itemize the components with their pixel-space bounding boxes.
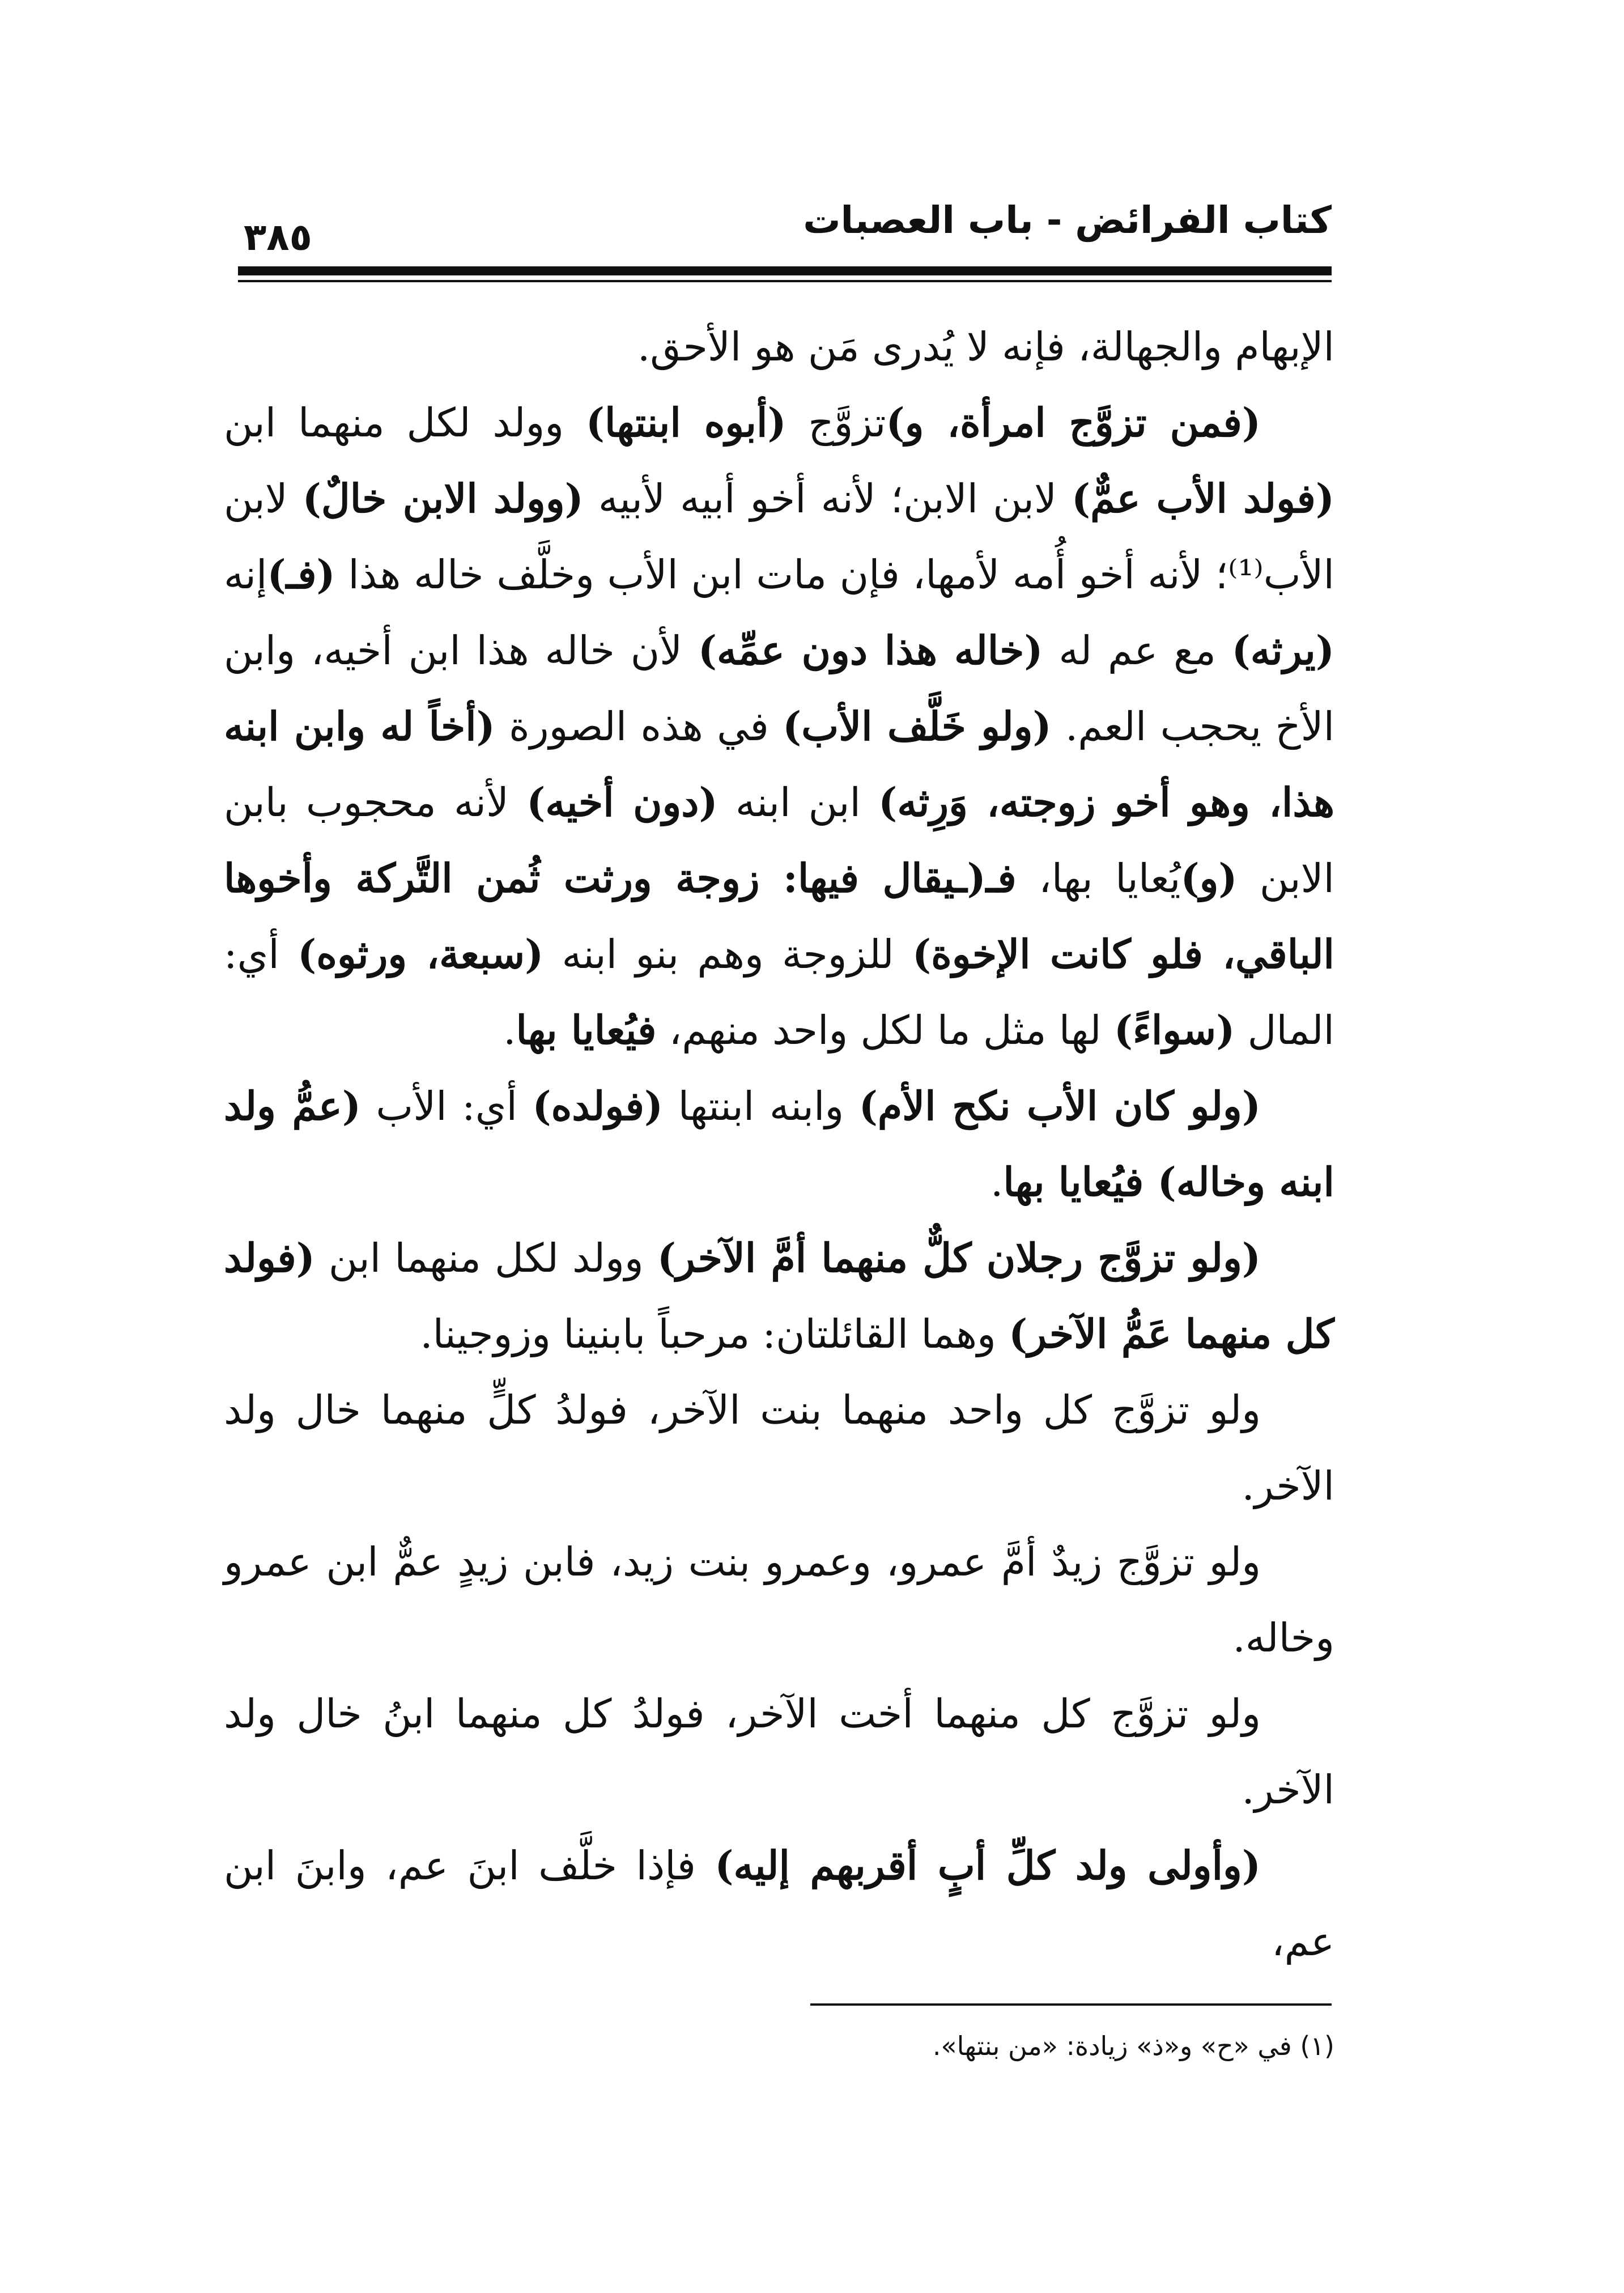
matn-text: (فولده)	[532, 1082, 664, 1129]
paragraph	[224, 1676, 1334, 1828]
commentary-text: تزوَّج	[786, 400, 886, 446]
commentary-text: ولو تزوَّج كل واحد منهما بنت الآخر، فولدُ كلٍّ منهما خال ولد الآخر.	[224, 1387, 1334, 1509]
commentary-text: لابن الابن؛ لأنه أخو أبيه لأبيه	[583, 475, 1072, 522]
matn-text: (دون أخيه)	[526, 779, 718, 826]
paragraph	[224, 1828, 1334, 1980]
paragraph	[224, 1524, 1334, 1676]
commentary-text: مع عم له	[1043, 627, 1232, 674]
commentary-text: وولد لكل منهما ابن	[314, 1235, 657, 1281]
matn-text: (ولو تزوَّج رجلان كلٌّ منهما أمَّ الآخر)	[657, 1234, 1261, 1281]
paragraph	[224, 1372, 1334, 1524]
matn-text: (سبعة، ورثوه)	[297, 931, 544, 978]
commentary-text: الإبهام والجهالة، فإنه لا يُدرى مَن هو الأحق.	[637, 324, 1334, 370]
matn-text: (يرثه)	[1231, 627, 1335, 674]
matn-text: (ولو خَلَّف الأب)	[783, 703, 1052, 750]
commentary-text: أي: الأب	[360, 1083, 533, 1129]
paragraph	[224, 385, 1334, 1068]
commentary-text: لأن خاله هذا ابن أخيه، وابن الأخ يحجب العم.	[224, 627, 1335, 750]
matn-text: (سواءً)	[1113, 1007, 1235, 1054]
commentary-text: وابنه ابنتها	[663, 1083, 859, 1129]
matn-text: (فمن تزوَّج امرأة، و)	[886, 399, 1261, 446]
running-title: كتاب الفرائض - باب العصبات	[803, 198, 1332, 242]
matn-text: (فولد كل منهما عَمُّ الآخر)	[224, 1234, 1334, 1357]
commentary-text: في هذه الصورة	[495, 703, 783, 750]
footnote-separator	[810, 2003, 1332, 2006]
paragraph	[224, 1220, 1334, 1372]
commentary-text: وولد لكل منهما ابن	[224, 400, 586, 446]
commentary-text: ولو تزوَّج زيدٌ أمَّ عمرو، وعمرو بنت زيد، فابن زيدٍ عمٌّ ابن عمرو وخاله.	[224, 1539, 1334, 1661]
body-text	[224, 309, 1334, 1980]
commentary-text: ابن ابنه	[717, 779, 879, 826]
commentary-text: .	[503, 1007, 516, 1054]
matn-text: (ولو كان الأب نكح الأم)	[858, 1082, 1261, 1129]
matn-text: (وأولى ولد كلِّ أبٍ أقربهم إليه)	[715, 1842, 1261, 1889]
commentary-text: لها مثل ما لكل واحد منهم،	[656, 1007, 1114, 1054]
matn-text: (فـ)	[267, 551, 335, 598]
matn-text: (خاله هذا دون عمِّه)	[698, 627, 1043, 674]
matn-text: (أبوه ابنتها)	[585, 399, 787, 446]
commentary-text: .	[990, 1159, 1004, 1205]
matn-text: (وولد الابن خالٌ)	[302, 475, 584, 522]
paragraph	[224, 309, 1334, 385]
commentary-text: لابن الأب⁽¹⁾؛ لأنه أخو أُمه لأمها، فإن مات ابن الأب وخلَّف خاله هذا	[224, 475, 1334, 598]
commentary-text: ولو تزوَّج كل منهما أخت الآخر، فولدُ كل منهما ابنُ خال ولد الآخر.	[224, 1691, 1334, 1813]
footnote: (١) في «ح» و«ذ» زيادة: «من بنتها».	[932, 2031, 1334, 2061]
matn-text: (عمُّ ولد ابنه وخاله) فيُعايا بها	[224, 1082, 1334, 1205]
page-number: ٣٨٥	[244, 215, 312, 259]
header-rule-thin	[238, 280, 1332, 282]
header-rule-thick	[238, 266, 1332, 275]
commentary-text: يُعايا بها،	[1016, 855, 1181, 902]
commentary-text: أي: المال	[224, 931, 1334, 1054]
commentary-text: لأنه محجوب بابن الابن	[224, 779, 1335, 902]
commentary-text: إنه	[224, 551, 267, 598]
matn-text: فـ(ـيقال فيها: زوجة ورثت ثُمن التَّركة وأخوها الباقي، فلو كانت الإخوة)	[224, 855, 1334, 978]
page-header	[227, 193, 1332, 266]
matn-text: (فولد الأب عمٌّ)	[1071, 475, 1334, 522]
paragraph	[224, 1068, 1334, 1220]
matn-text: (و)	[1180, 855, 1238, 902]
matn-text: فيُعايا بها	[516, 1007, 657, 1054]
commentary-text: للزوجة وهم بنو ابنه	[543, 931, 912, 978]
commentary-text: وهما القائلتان: مرحباً بابنينا وزوجينا.	[420, 1311, 1009, 1357]
commentary-text: فإذا خلَّف ابنَ عم، وابنَ ابن عم،	[224, 1842, 1334, 1965]
matn-text: (أخاً له وابن ابنه هذا، وهو أخو زوجته، وَرِثه)	[224, 703, 1334, 826]
